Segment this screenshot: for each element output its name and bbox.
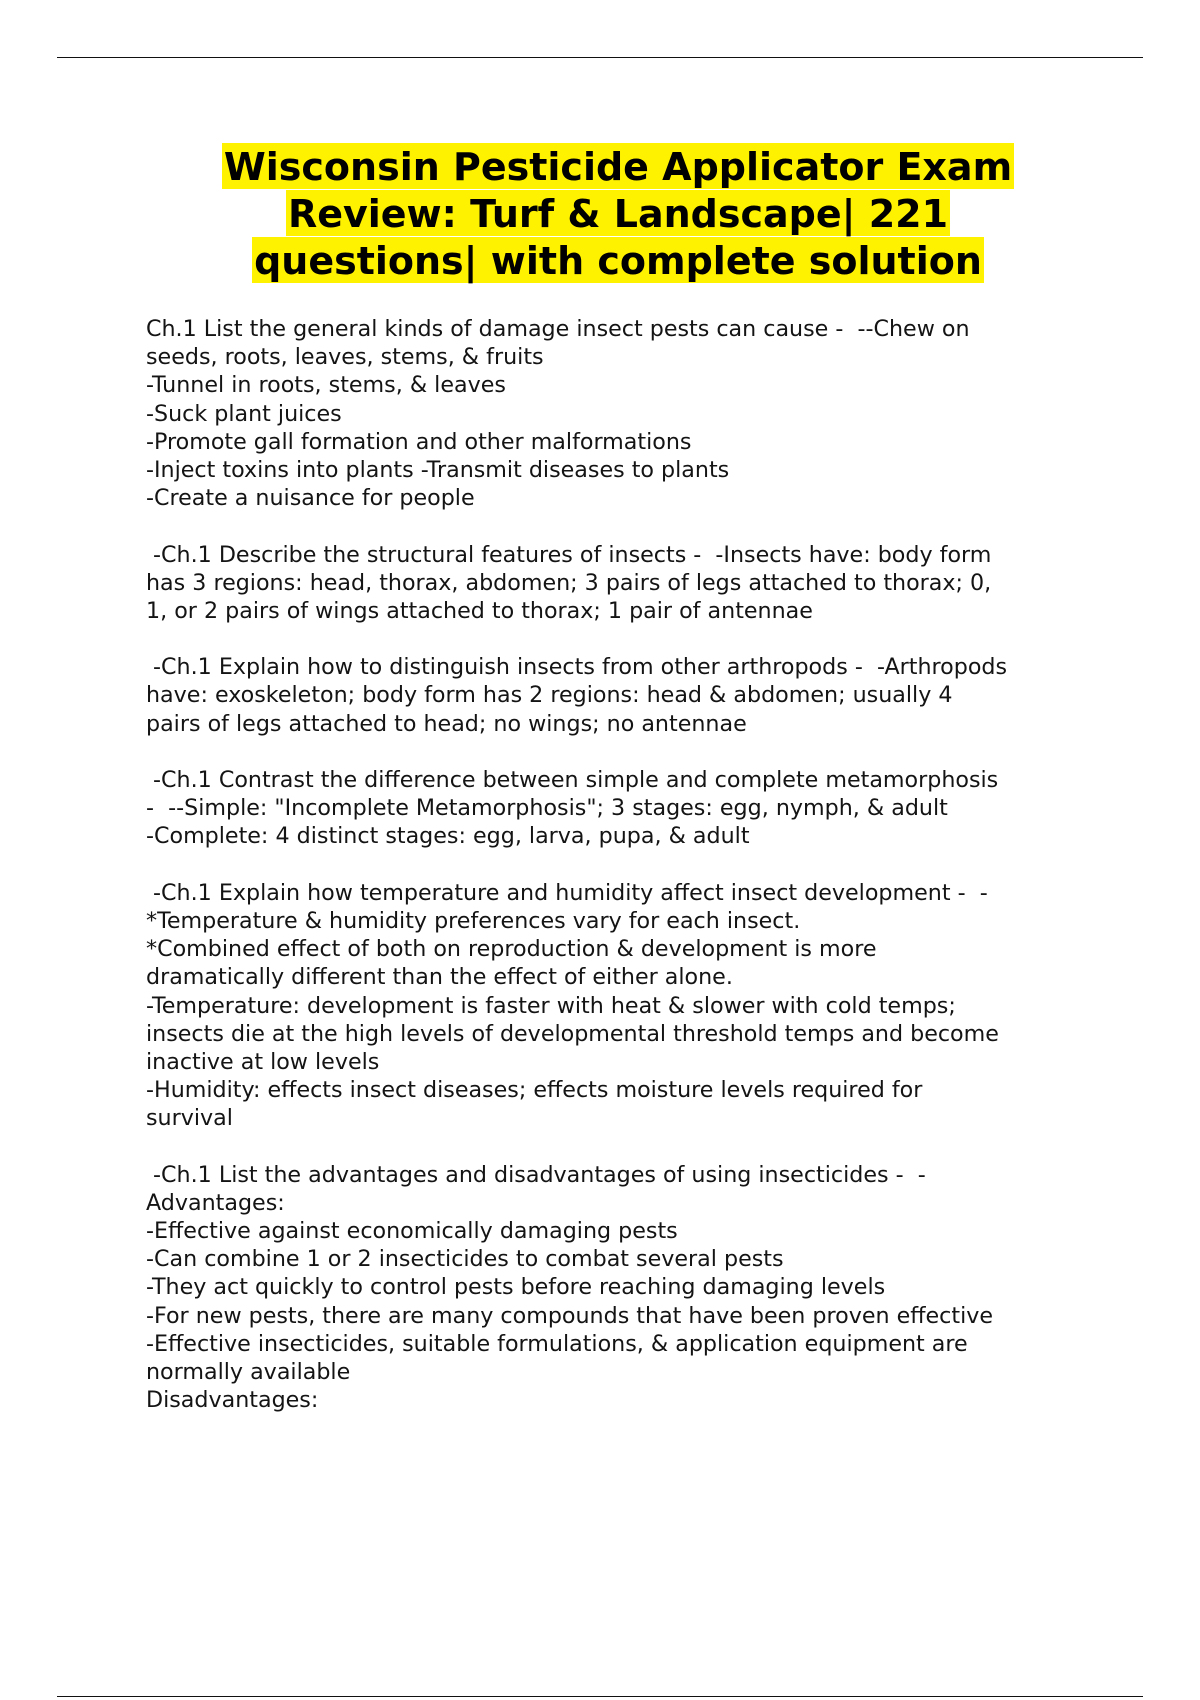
paragraph-gap (146, 738, 1106, 766)
text-line: -Ch.1 Contrast the difference between simple and complete metamorphosis (146, 767, 999, 793)
qa-entry (146, 766, 1106, 851)
text-line: has 3 regions: head, thorax, abdomen; 3 pairs of legs attached to thorax; 0, (146, 569, 992, 596)
title-line: Review: Turf & Landscape| 221 (287, 192, 949, 236)
text-line: -They act quickly to control pests before reaching damaging levels (146, 1274, 886, 1301)
qa-entry (146, 1161, 1106, 1415)
text-line: -Inject toxins into plants -Transmit diseases to plants (146, 456, 730, 483)
paragraph-gap (146, 1132, 1106, 1160)
paragraph-gap (146, 625, 1106, 653)
text-line: pairs of legs attached to head; no wings; no antennae (146, 710, 747, 737)
text-line: 1, or 2 pairs of wings attached to thorax; 1 pair of antennae (146, 597, 813, 624)
qa-entry (146, 315, 1106, 512)
text-line: Disadvantages: (146, 1387, 319, 1414)
text-line: -Ch.1 Explain how to distinguish insects from other arthropods - -Arthropods (146, 654, 1008, 681)
top-rule (57, 57, 1143, 58)
qa-entry (146, 653, 1106, 738)
document-title (90, 143, 1146, 284)
text-line: -Ch.1 List the advantages and disadvantages of using insecticides - - (146, 1161, 926, 1188)
text-line: dramatically different than the effect of either alone. (146, 964, 733, 991)
text-line: Ch.1 List the general kinds of damage insect pests can cause - --Chew on (146, 316, 970, 342)
text-line: *Combined effect of both on reproduction & development is more (146, 936, 877, 963)
bottom-rule (57, 1696, 1143, 1697)
text-line: -Ch.1 Explain how temperature and humidity affect insect development - - (146, 879, 988, 906)
text-line: -For new pests, there are many compounds that have been proven effective (146, 1302, 994, 1329)
text-line: -Create a nuisance for people (146, 485, 475, 512)
text-line: have: exoskeleton; body form has 2 regions: head & abdomen; usually 4 (146, 682, 953, 709)
text-line: *Temperature & humidity preferences vary for each insect. (146, 907, 801, 934)
text-line: -Effective insecticides, suitable formulations, & application equipment are (146, 1330, 968, 1357)
text-line: -Temperature: development is faster with heat & slower with cold temps; (146, 992, 956, 1019)
text-line: -Promote gall formation and other malformations (146, 428, 692, 455)
qa-entry (146, 541, 1106, 626)
text-line: - --Simple: "Incomplete Metamorphosis"; 3 stages: egg, nymph, & adult (146, 795, 948, 822)
qa-entry (146, 879, 1106, 1133)
document-body (146, 315, 1106, 1414)
text-line: Advantages: (146, 1189, 285, 1216)
paragraph-gap (146, 512, 1106, 540)
paragraph-gap (146, 851, 1106, 879)
text-line: -Tunnel in roots, stems, & leaves (146, 372, 506, 399)
title-line: questions| with complete solution (254, 239, 982, 283)
text-line: survival (146, 1105, 233, 1132)
text-line: -Suck plant juices (146, 400, 342, 427)
text-line: -Humidity: effects insect diseases; effects moisture levels required for (146, 1077, 923, 1104)
text-line: normally available (146, 1358, 351, 1385)
text-line: insects die at the high levels of developmental threshold temps and become (146, 1020, 999, 1047)
text-line: -Complete: 4 distinct stages: egg, larva, pupa, & adult (146, 823, 750, 850)
text-line: -Ch.1 Describe the structural features of insects - -Insects have: body form (146, 541, 992, 568)
text-line: seeds, roots, leaves, stems, & fruits (146, 344, 544, 371)
title-line: Wisconsin Pesticide Applicator Exam (223, 145, 1013, 189)
text-line: -Effective against economically damaging pests (146, 1218, 678, 1244)
text-line: inactive at low levels (146, 1048, 380, 1075)
text-line: -Can combine 1 or 2 insecticides to combat several pests (146, 1246, 784, 1273)
